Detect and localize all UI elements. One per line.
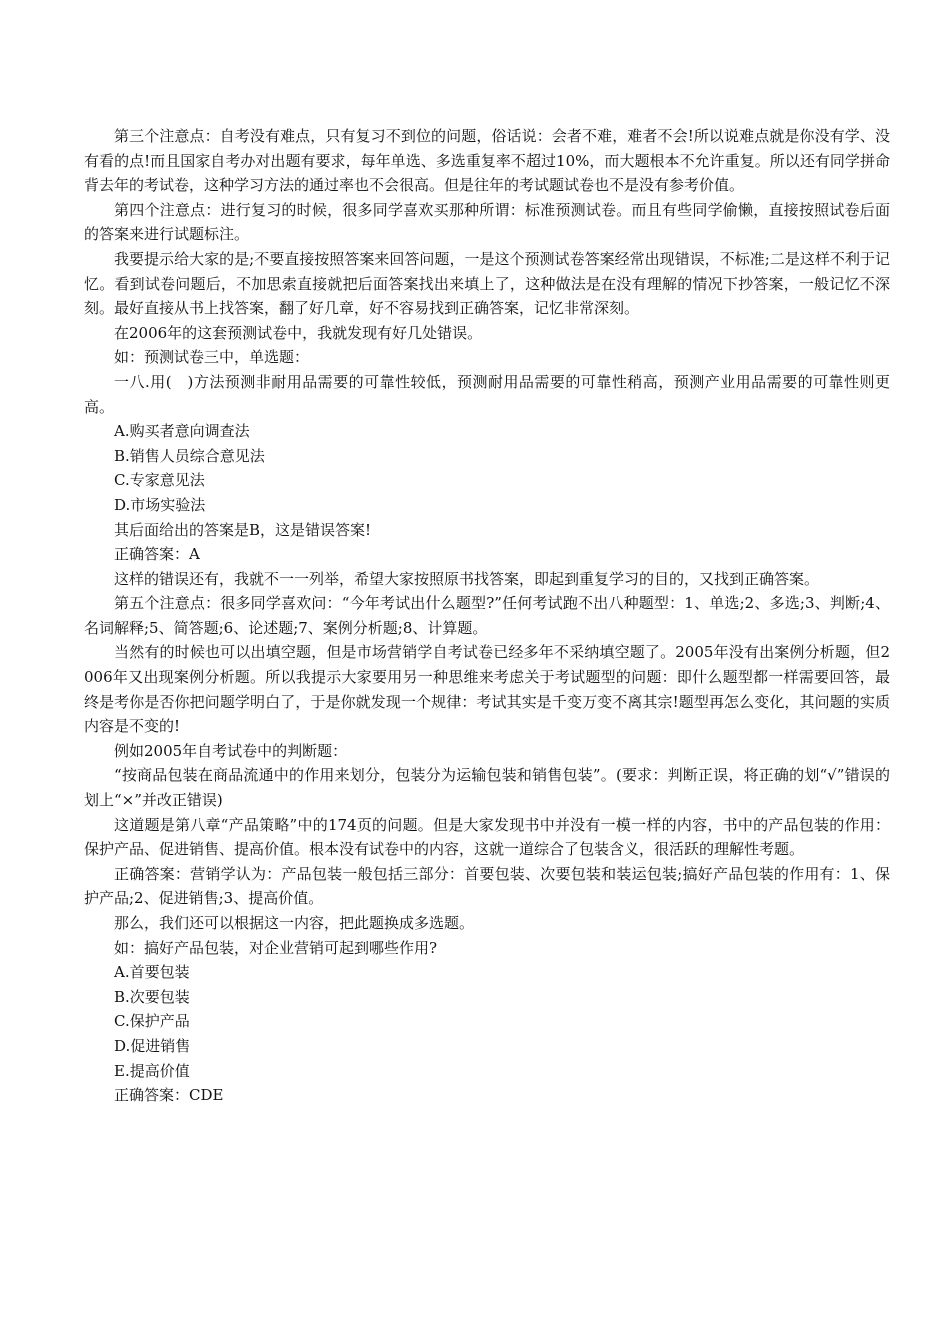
option-a: A.购买者意向调查法 <box>114 422 250 441</box>
paragraph-note-4: 第四个注意点：进行复习的时候，很多同学喜欢买那种所谓：标准预测试卷。而且有些同学偷懒，直接按照试卷后面的答案来进行试题标注。 <box>84 200 890 244</box>
paragraph-more-errors: 这样的错误还有，我就不一一列举，希望大家按照原书找答案，即起到重复学习的目的，又找到正确答案。 <box>114 569 820 588</box>
paragraph-2005-example: 例如2005年自考试卷中的判断题： <box>114 741 348 760</box>
paragraph-question-types: 当然有的时候也可以出填空题，但是市场营销学自考试卷已经多年不采纳填空题了。2005年没有出案例分析题，但2006年又出现案例分析题。所以我提示大家要用另一种思维来考虑关于考试题型的问题：即什么题型都一样需要回答，最终是考你是否你把问题学明白了，于是你就发现一个规律：考试其实是千变万变不离其宗!题型再怎么变化，其问题的实质内容是不变的! <box>84 643 890 736</box>
mc-option-b: B.次要包装 <box>114 987 190 1006</box>
correct-answer-1: 正确答案：A <box>114 545 200 564</box>
paragraph-chapter-8: 这道题是第八章“产品策略”中的174页的问题。但是大家发现书中并没有一模一样的内容，书中的产品包装的作用：保护产品、促进销售、提高价值。根本没有试卷中的内容，这就一道综合了包装含义，很活跃的理解性考题。 <box>84 815 890 859</box>
correct-answer-3: 正确答案：CDE <box>114 1086 224 1105</box>
multi-choice-question: 如：搞好产品包装，对企业营销可起到哪些作用? <box>114 938 438 957</box>
mc-option-a: A.首要包装 <box>114 963 190 982</box>
paragraph-example-intro: 如：预测试卷三中，单选题： <box>114 348 310 367</box>
document-body <box>84 124 890 1108</box>
mc-option-e: E.提高价值 <box>114 1061 190 1080</box>
option-c: C.专家意见法 <box>114 471 205 490</box>
correct-answer-2: 正确答案：营销学认为：产品包装一般包括三部分：首要包装、次要包装和装运包装;搞好产品包装的作用有：1、保护产品;2、促进销售;3、提高价值。 <box>84 864 890 908</box>
paragraph-answer-tip: 我要提示给大家的是;不要直接按照答案来回答问题，一是这个预测试卷答案经常出现错误，不标准;二是这样不利于记忆。看到试卷问题后，不加思索直接就把后面答案找出来填上了，这种做法是在没有理解的情况下抄答案，一般记忆不深刻。最好直接从书上找答案，翻了好几章，好不容易找到正确答案，记忆非常深刻。 <box>84 249 890 318</box>
option-d: D.市场实验法 <box>114 495 206 514</box>
paragraph-multi-choice: 那么，我们还可以根据这一内容，把此题换成多选题。 <box>114 914 475 932</box>
judgment-question: “按商品包装在商品流通中的作用来划分，包装分为运输包装和销售包装”。(要求：判断正误，将正确的划“√”错误的划上“×”并改正错误) <box>84 766 890 810</box>
paragraph-note-5: 第五个注意点：很多同学喜欢问：“今年考试出什么题型?”任何考试跑不出八种题型：1、单选;2、多选;3、判断;4、名词解释;5、简答题;6、论述题;7、案例分析题;8、计算题。 <box>84 594 890 637</box>
mc-option-c: C.保护产品 <box>114 1012 190 1031</box>
option-b: B.销售人员综合意见法 <box>114 446 265 465</box>
paragraph-2006-errors: 在2006年的这套预测试卷中，我就发现有好几处错误。 <box>114 323 483 342</box>
wrong-answer-note: 其后面给出的答案是B，这是错误答案! <box>114 520 372 539</box>
mc-option-d: D.促进销售 <box>114 1036 191 1055</box>
question-18: 一八.用( )方法预测非耐用品需要的可靠性较低，预测耐用品需要的可靠性稍高，预测产业用品需要的可靠性则更高。 <box>84 372 890 416</box>
paragraph-note-3: 第三个注意点：自考没有难点，只有复习不到位的问题，俗话说：会者不难，难者不会!所以说难点就是你没有学、没有看的点!而且国家自考办对出题有要求，每年单选、多选重复率不超过10%，而大题根本不允许重复。所以还有同学拼命背去年的考试卷，这种学习方法的通过率也不会很高。但是往年的考试题试卷也不是没有参考价值。 <box>84 127 890 195</box>
